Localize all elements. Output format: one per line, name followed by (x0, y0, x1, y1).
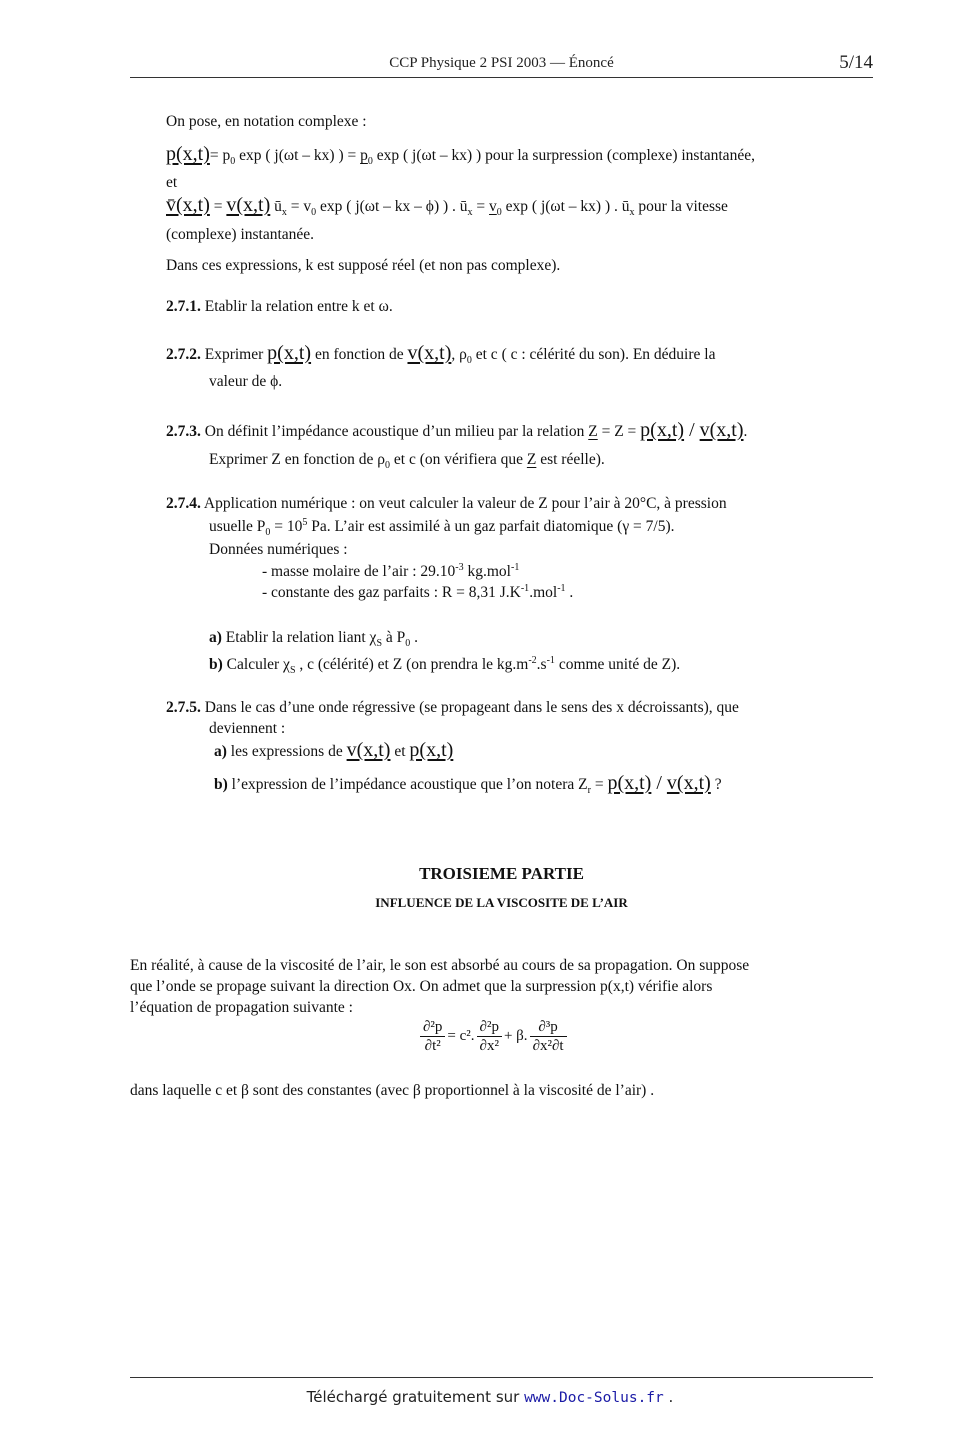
question-2-7-5-b: b) l’expression de l’impédance acoustique que l’on notera $Z_r = p(x,t) / v(x,t)$ ? (214, 772, 722, 797)
question-2-7-5-line2: deviennent : (209, 720, 286, 737)
doc-solus-link[interactable]: www.Doc-Solus.fr (524, 1390, 664, 1406)
velocity-definition: v̄(x,t) = v(x,t) $ū_x = v_0$ exp ( j(ωt – kx – ϕ) ) . $ū_x = v_0$ exp ( j(ωt – kx) ) . $ū_x$ pour la vitesse (166, 194, 728, 219)
question-2-7-4: 2.7.4. Application numérique : on veut calculer la valeur de Z pour l’air à 20°C, à pression (166, 495, 727, 512)
numeric-data-label: Données numériques : (209, 541, 348, 558)
header-title: CCP Physique 2 PSI 2003 — Énoncé (389, 55, 614, 71)
third-fraction: $\frac{\text{∂³p}}{\text{∂x²∂t}}$ (530, 1018, 567, 1055)
lhs-fraction: $\frac{\text{∂²p}}{\text{∂t²}}$ (420, 1018, 445, 1055)
question-2-7-4-b: b) Calculer $\chi_S$ , c (célérité) et Z (on prendra le $kg.m^{-2}.s^{-1}$ comme unité de Z). (209, 654, 681, 677)
k-real-note: Dans ces expressions, k est supposé réel (et non pas complexe). (166, 257, 561, 274)
page-number: 5/14 (839, 52, 873, 73)
gas-constant-data: - constante des gaz parfaits : R = 8,31 $J.K^{-1}.mol^{-1}$ . (262, 582, 574, 601)
part-subtitle: INFLUENCE DE LA VISCOSITE DE L’AIR (375, 895, 628, 910)
et-word: et (166, 174, 178, 191)
question-2-7-3: 2.7.3. On définit l’impédance acoustique d’un milieu par la relation Z = Z = p(x,t) / v(x,t). (166, 419, 748, 441)
question-2-7-5-a: a) les expressions de v(x,t) et p(x,t) (214, 739, 454, 761)
p-complex: p(x,t) (166, 143, 210, 165)
question-2-7-5: 2.7.5. Dans le cas d’une onde régressive (se propageant dans le sens des x décroissants), que (166, 699, 739, 716)
question-2-7-2: 2.7.2. Exprimer p(x,t) en fonction de v(x,t), $\rho_0$ et c ( c : célérité du son). En déduire la (166, 342, 716, 367)
equation-note: dans laquelle c et β sont des constantes (avec β proportionnel à la viscosité de l’air) . (130, 1082, 655, 1099)
part-title: TROISIEME PARTIE (419, 864, 584, 883)
velocity-definition-cont: (complexe) instantanée. (166, 226, 315, 243)
intro-line: On pose, en notation complexe : (166, 113, 367, 130)
question-2-7-4-a: a) Etablir la relation liant $\chi_S$ à $P_0$ . (209, 629, 418, 650)
question-2-7-1: 2.7.1. Etablir la relation entre k et ω. (166, 298, 393, 315)
question-2-7-3-cont: Exprimer Z en fonction de $\rho_0$ et c (on vérifiera que Z est réelle). (209, 451, 605, 472)
question-2-7-2-cont: valeur de ϕ. (209, 373, 283, 390)
propagation-equation: $\frac{\text{∂²p}}{\text{∂t²}}$ = c². $\frac{\text{∂²p}}{\text{∂x²}}$ + β. $\frac{\text{∂³p}}{\text{∂x²∂t}}$ (420, 1018, 567, 1072)
viscosity-para-3: l’équation de propagation suivante : (130, 999, 353, 1016)
molar-mass-data: - masse molaire de l’air : $29.10^{-3}$ kg.mol$^{-1}$ (262, 561, 520, 580)
header-rule (130, 77, 873, 78)
page-footer: Téléchargé gratuitement sur www.Doc-Solus.fr . (306, 1388, 674, 1406)
footer-rule (130, 1377, 873, 1378)
page-header (130, 52, 873, 78)
viscosity-para-2: que l’onde se propage suivant la direction Ox. On admet que la surpression p(x,t) vérifie alors (130, 978, 713, 995)
question-2-7-4-line2: usuelle $P_0 = 10^5$ Pa. L’air est assimilé à un gaz parfait diatomique (γ = 7/5). (209, 516, 675, 539)
pressure-definition: $p(x,t)= p_0$ exp ( j(ωt – kx) ) = $p_0$ exp ( j(ωt – kx) ) pour la surpression (complexe) instantanée, (166, 143, 755, 168)
viscosity-para-1: En réalité, à cause de la viscosité de l’air, le son est absorbé au cours de sa propagation. On suppose (130, 957, 750, 974)
second-fraction: $\frac{\text{∂²p}}{\text{∂x²}}$ (477, 1018, 502, 1055)
